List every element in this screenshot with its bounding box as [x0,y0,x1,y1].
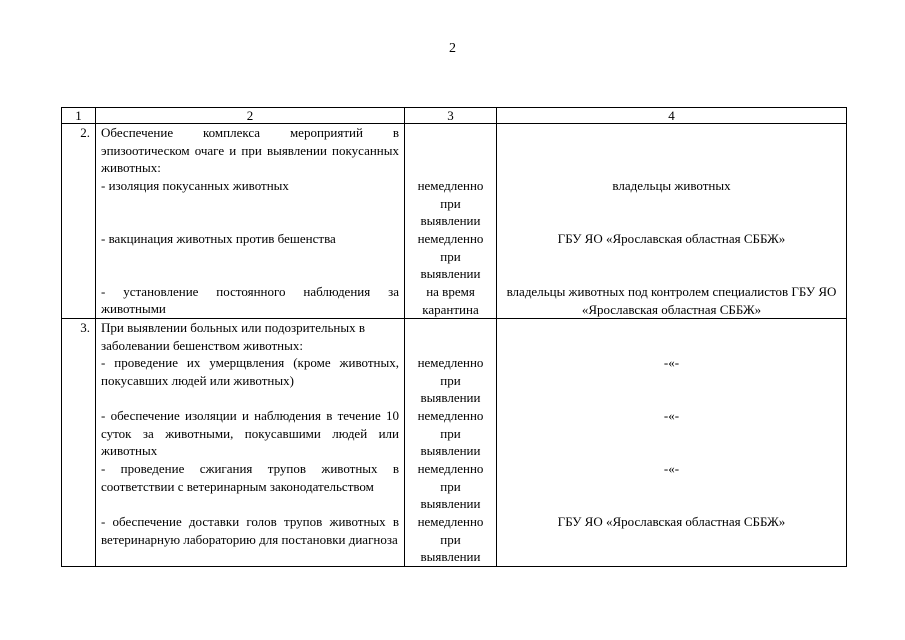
table-header-row [62,108,847,124]
responsible-item: -«- [663,408,680,423]
term-item: немедленно при выявлении [417,408,484,458]
measure-item: - обеспечение изоляции и наблюдения в течение 10 суток за животными, покусавшими людей или животных [101,408,399,458]
measure-item: - проведение их умерщвления (кроме животных, покусавших людей или животных) [101,355,399,388]
term-cell [405,124,497,319]
measure-item: - проведение сжигания трупов животных в соответствии с ветеринарным законодательством [101,461,399,494]
term-cell [405,319,497,567]
term-item: немедленно при выявлении [417,178,484,228]
header-col-1: 1 [62,108,96,124]
responsible-item: ГБУ ЯО «Ярославская областная СББЖ» [557,514,786,529]
responsible-item: владельцы животных [612,178,731,193]
responsible-cell [497,319,847,567]
term-item: немедленно при выявлении [417,514,484,564]
row-number: 2. [62,124,96,319]
row-number: 3. [62,319,96,567]
measure-cell [96,124,405,319]
section-intro: При выявлении больных или подозрительных в заболевании бешенством животных: [101,320,365,353]
term-item: немедленно при выявлении [417,231,484,281]
term-item: немедленно при выявлении [417,355,484,405]
measure-item: - установление постоянного наблюдения за животными [101,283,399,316]
measure-cell [96,319,405,567]
page-number: 2 [449,41,456,56]
term-item: немедленно при выявлении [417,461,484,511]
responsible-cell [497,124,847,319]
responsible-item: ГБУ ЯО «Ярославская областная СББЖ» [557,231,786,246]
header-col-2: 2 [96,108,405,124]
measure-item: - вакцинация животных против бешенства [101,230,336,246]
header-col-4: 4 [497,108,847,124]
responsible-item: -«- [663,461,680,476]
section-intro: Обеспечение комплекса мероприятий в эпизоотическом очаге и при выявлении покусанных животных: [101,125,399,175]
responsible-item: владельцы животных под контролем специалистов ГБУ ЯО «Ярославская областная СББЖ» [506,284,837,317]
header-col-3: 3 [405,108,497,124]
responsible-item: -«- [663,355,680,370]
measure-item: - обеспечение доставки голов трупов животных в ветеринарную лабораторию для постановки диагноза [101,514,399,547]
table-row [62,319,847,567]
measure-item: - изоляция покусанных животных [101,177,289,193]
term-item: на время карантина [422,284,479,317]
measures-table [61,107,847,567]
table-row [62,124,847,319]
